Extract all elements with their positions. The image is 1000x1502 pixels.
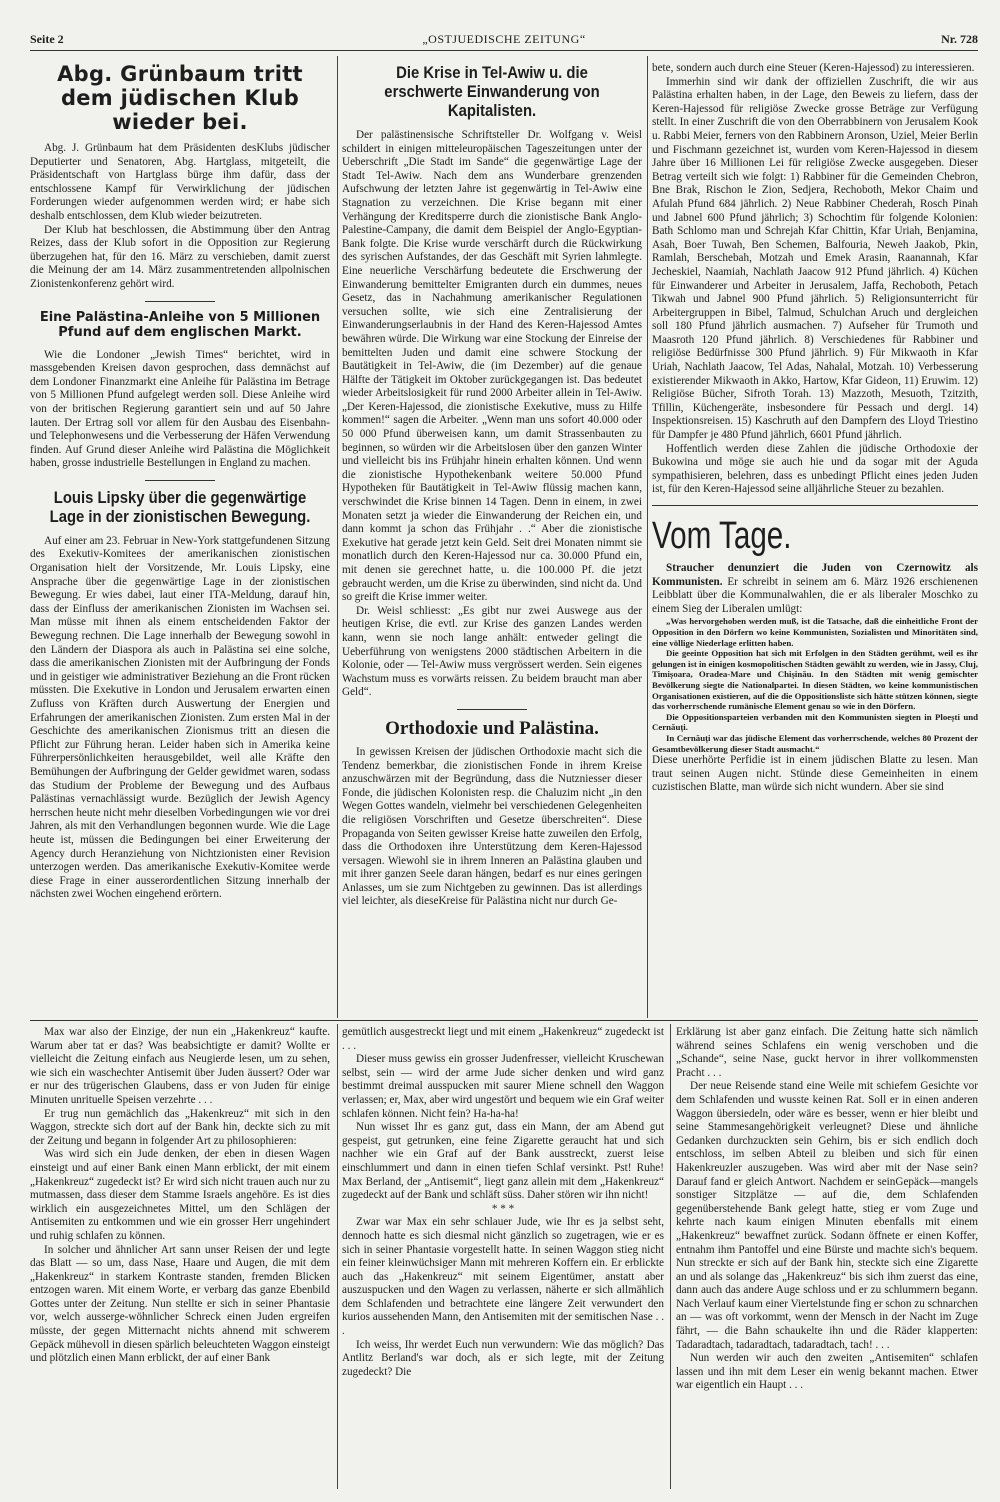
asterism: * * * bbox=[491, 1202, 515, 1215]
story-paragraph: Was wird sich ein Jude denken, der eben in diesen Wagen einsteigt und auf einer Bank einen Mann erblickt, der mit einem „Hakenkreuz“ zugedeckt ist? Er wird sich nicht trauen auch nur zu mutmassen, dass dieser dem Stamme Israels angehöre. Es ist dies wirklich ein ausgezeichnetes Mittel, um den Schlägen der Antisemiten zu entkommen und wie ein grosser Herr ungehindert und ruhig schlafen zu können. bbox=[30, 1148, 330, 1242]
story-paragraph: Der neue Reisende stand eine Weile mit schiefem Gesichte vor dem Schlafenden und wusste keinen Rat. Soll er in einen anderen Waggon übersiedeln, oder wäre es besser, wenn er hier bleibt und seine Stammesangehörigkeit verleugnet? Diese und ähnliche Gedanken durchzuckten sein Gehirn, bis er sich endlich doch entschloss, im selben Abteil zu bleiben und sich für einen Hakenkreuzler auszugeben. Was wird aber mit der Nase sein? Darauf fand er gleich Antwort. Nachdem er seinGepäck—mangels sonstiger Sitzplätze — auf die, dem Schlafenden gegenüberstehende Bank gelegt hatte, stieg er vom Zuge und kehrte nach kaum einigen Minuten ebenfalls mit einem „Hakenkreuz“ bewaffnet zurück. Sodann öffnete er einen Koffer, entnahm ihm Pantoffel und eine Bürste und machte sich's bequem. Nun streckte er sich auf der Bank hin, steckte sich eine Zigarette an und als solange das „Hakenkreuz“ bis sich ihm zuerst das eine, dann auch das andere Auge schloss und er zu schlummern begann. Nach Verlauf kaum einer Viertelstunde fing er schon zu schnarchen an — was oft vorkommt, wenn der Mensch in der Nacht im Zuge fährt, — die Bahn schaukelte ihn und die Räder klapperten: Tadaradtach, tadaradtach, tadaradtach, tach! . . . bbox=[676, 1080, 978, 1351]
article-paragraph: Abg. J. Grünbaum hat dem Präsidenten desKlubs jüdischer Deputierter und Senatoren, Abg. Hartglass, mitgeteilt, die Präsidentschaft von Hartglass bürge ihm dafür, dass der entschlossene Kampf für Verwirklichung der jüdischen Forderungen wieder aufgenommen werden wird; er habe sich deshalb entschlossen, dem Klub wieder beizutreten. bbox=[30, 142, 330, 222]
feuilleton-divider bbox=[30, 1020, 978, 1021]
column-3 bbox=[652, 62, 978, 1020]
story-paragraph: In solcher und ähnlicher Art sann unser Reisen der und legte das Blatt — so um, dass Nase, Haare und Augen, die mit dem „Hakenkreuz“ in starkem Kontraste standen, fremden Blicken entzogen waren. Mit einem Worte, er verbarg das ganze Ebenbild Gottes unter der Zeitung. Nun stellte er sich in seiner Phantasie vor, welch ausserge-wöhnlicher Schreck einen Juden ergreifen müsste, der gegen Mitternacht nichts ahnend mit schwerem Gepäck mühevoll in diesen spärlich beleuchteten Waggon einsteigt und plötzlich einen Mann erblickt, der auf einer Bank bbox=[30, 1243, 330, 1365]
section-divider bbox=[652, 505, 978, 506]
headline-gruenbaum: Abg. Grünbaum tritt dem jüdischen Klub wieder bei. bbox=[57, 62, 303, 134]
article-paragraph: In gewissen Kreisen der jüdischen Orthodoxie macht sich die Tendenz bemerkbar, die zionistischen Fonde in ihrem Kreise anzuschwärzen mit der Begründung, dass die Nutzniesser dieser Fonde, die jüdischen Kolonisten resp. die Chaluzim nicht „in den Wegen Gottes wandeln, vielmehr bei verschiedenen Gelegenheiten die religiösen Vorschriften und Gesetze überschreiten“. Diese Propaganda von Seiten gewisser Kreise hatte zuweilen den Erfolg, dass die Orthodoxen ihre Unterstützung dem Keren-Hajessod versagen. Wiewohl sie in ihrem Inneren an Palästina glauben und mit ihrer ganzen Seele daran hängen, bedarf es nur eines geringen Anlasses, um sie zum Nichtgeben zu gewinnen. Das ist allerdings viel leichter, als dieseKreise für Palästina nicht nur durch Ge- bbox=[342, 745, 642, 908]
quote-paragraph: In Cernăuți war das jüdische Element das vorherrschende, welches 80 Prozent der Gesamtbevölkerung dieser Stadt ausmacht.“ bbox=[652, 732, 978, 754]
column-divider bbox=[337, 56, 338, 1018]
headline-lipsky: Louis Lipsky über die gegenwärtige Lage in der zionistischen Bewegung. bbox=[49, 488, 311, 526]
article-paragraph: Dr. Weisl schliesst: „Es gibt nur zwei Auswege aus der heutigen Krise, die evtl. zur Krise des ganzen Landes werden kann, wenn sie noch lange anhält: entweder gelingt die Ueberführung von wenigstens 2000 städtischen Arbeitern in die Kolonie, oder — Tel-Awiw muss vergrössert werden. Sein eigenes Wachstum muss es vorwärts reissen. Zu beidem braucht man aber Geld“. bbox=[342, 604, 642, 699]
quote-paragraph: Die Oppositionsparteien verbanden mit den Kommunisten siegten in Ploești und Cernăuți. bbox=[652, 711, 978, 733]
section-title-vom-tage: Vom Tage. bbox=[652, 515, 792, 557]
page-header bbox=[30, 26, 978, 51]
article-paragraph: Der palästinensische Schriftsteller Dr. Wolfgang v. Weisl schildert in einigen mitteleuropäischen Tageszeitungen unter der Ueberschrift „Die Stadt im Sande“ die gegenwärtige Lage der Stadt Tel-Awiw. Nach dem ans Wunderbare grenzenden Aufschwung der letzten Jahre ist gegenwärtig in Tel-Awiw eine Stagnation zu verzeichnen. Die Krise begann mit einer Verhängung der Kreditsperre durch die zionistische Bank Anglo-Palestine-Campany, die damit dem Beispiel der Anglo-Egyptian-Bank folgte. Die Krise wurde verschärft durch die Rückwirkung des syrischen Aufstandes, der das Geschäft mit Syrien lahmlegte. Eine neuerliche Verschärfung bedeutete die Erschwerung der Einwanderung bemittelter Emigranten durch ein dummes, neues Gesetz, das in Nachahmung amerikanischer Regulationen versuchen sollte, wie sich eine Zentralisierung der Einwanderungserlaubnis in der Hand des Keren-Hajessod Amtes bewähren würde. Die Wirkung war eine Stockung der Einreise der bemittelten Juden und damit eine schwere Stockung der Bautätigkeit in Tel-Awiw, die (im Dezember) auf die genaue Hälfte der Tätigkeit im Oktober zurückgegangen ist. Das bedeutet wieder Arbeitslosigkeit für rund 2000 Arbeiter allein in Tel-Awiw. „Der Keren-Hajessod, die zionistische Exekutive, muss zu Hilfe kommen!“ sagen die Arbeiter. „Wenn man uns sofort 40.000 oder 50 000 Pfund überweisen kann, um damit Strassenbauten zu beginnen, so würden wir die Arbeitslosen über den ganzen Winter und vielleicht bis ins Frühjahr hinein erhalten können. Und wenn die zionistische Hypothekenbank weitere 50.000 Pfund Hypotheken für Bautätigkeit in Tel-Awiw flüssig machen kann, verschwindet die Krise binnen 14 Tagen. Denn in einem, in zwei Monaten setzt ja wieder die Einwanderung der Reichen ein, und dann kommt ja schon das Frühjahr . .“ Aber die zionistische Exekutive hat gerade jetzt kein Geld. Seit drei Monaten nimmt sie monatlich durch den Keren-Hajessod nur ca. 30.000 Pfund ein, mit denen sie gerechnet hatte, u. die 100.000 Pf. die jetzt gebraucht werden, um die Krise zu überwinden, sind nicht da. Und so greift die Krise immer weiter. bbox=[342, 129, 642, 604]
page-number: Seite 2 bbox=[30, 32, 64, 46]
issue-number: Nr. 728 bbox=[941, 32, 978, 46]
subhead-straucher: Straucher denunziert die Juden von Czernowitz als Kommunisten. bbox=[652, 562, 978, 588]
story-paragraph: Nun wisset Ihr es ganz gut, dass ein Mann, der am Abend gut gespeist, gut getrunken, eine feine Zigarette geraucht hat und sich nachher wie ein Graf auf der Bank ausstreckt, zuerst leise einschlummert und dann in einen tiefen Schlaf versinkt. Pst! Ruhe! Max Berland, der „Antisemit“, liegt ganz allein mit dem „Hakenkreuz“ zugedeckt auf der Bank und schläft süss. Daher stören wir ihn nicht! bbox=[342, 1121, 664, 1202]
story-paragraph: gemütlich ausgestreckt liegt und mit einem „Hakenkreuz“ zugedeckt ist . . . bbox=[342, 1026, 664, 1052]
article-text: Er schreibt in seinem am 6. März 1926 erschienenen Leibblatt über die Kommunalwahlen, die er als liberaler Moschko zu einem Sieg der Liberalen umlügt: bbox=[652, 575, 978, 615]
story-paragraph: Ich weiss, Ihr werdet Euch nun verwundern: Wie das möglich? Das Antlitz Berland's war doch, als er sich legte, mit der Zeitung zugedeckt? Die bbox=[342, 1338, 664, 1378]
section-divider bbox=[457, 709, 527, 710]
quote-paragraph: „Was hervorgehoben werden muß, ist die Tatsache, daß die einheitliche Front der Opposition in den Dörfern wo keine Kommunisten, Sozialisten und Minoritäten sind, eine völlige Niederlage erlitten haben. bbox=[652, 616, 978, 648]
quote-paragraph: Die geeinte Opposition hat sich mit Erfolgen in den Städten gerühmt, weil es ihr gelungen ist in einigen kosmopolitischen Städten gewählt zu werden, wie in Jassy, Cluj, Timișoara, Oradea-Mare und Chișinău. In den Städten mit wenig gemischter Bevölkerung siegte die Nationalpartei. In diesen Städten, wo keine kommunistischen Organisationen existieren, auf die die Oppositionsliste sich hätte stützen können, siegte das vorherrschende rumänische Element genau so wie in den Dörfern. bbox=[652, 648, 978, 712]
story-paragraph: Dieser muss gewiss ein grosser Judenfresser, vielleicht Kruschewan selbst, sein — wird der arme Jude sicher denken und wird ganz bestimmt dreimal ausspucken mit saurer Miene schnell den Waggon verlassen; er, Max, aber wird ungestört und bequem wie ein Graf weiter schlafen können. Nicht fein? Ha-ha-ha! bbox=[342, 1053, 664, 1120]
column-divider bbox=[670, 1024, 671, 1489]
story-paragraph: Er trug nun gemächlich das „Hakenkreuz“ mit sich in den Waggon, streckte sich dort auf der Bank hin, deckte sich zu mit der Zeitung und begann in folgender Art zu philosophieren: bbox=[30, 1107, 330, 1147]
story-paragraph: Nun werden wir auch den zweiten „Antisemiten“ schlafen lassen und ihn mit dem Leser ein wenig bekannt machen. Etwer war eigentlich ein Haupt . . . bbox=[676, 1352, 978, 1392]
article-paragraph: bete, sondern auch durch eine Steuer (Keren-Hajessod) zu interessieren. bbox=[652, 62, 975, 74]
article-paragraph: Wie die Londoner „Jewish Times“ berichtet, wird in massgebenden Kreisen davon gesprochen, dass demnächst auf dem Londoner Finanzmarkt eine Anleihe für Palästina im Betrage von 5 Millionen Pfund aufgelegt werden soll. Diese Anleihe wird von der britischen Regierung garantiert sein und auf 50 Jahre lauten. Der Ertrag soll vor allem für den Ausbau des Eisenbahn- und Telephonwesens und die Verbesserung der Häfen Verwendung finden. Auf Grund dieser Anleihe wird Palästina die Möglichkeit haben, grosse industrielle Bestellungen in England zu machen. bbox=[30, 348, 330, 470]
column-divider bbox=[337, 1024, 338, 1489]
story-paragraph: Max war also der Einzige, der nun ein „Hakenkreuz“ kaufte. Warum aber tat er das? Was beabsichtigte er damit? Wollte er vielleicht die Zeitung einfach aus Neugierde lesen, um zu sehen, wie sich ein waschechter Antisemit über Juden äussert? Oder war er nur des trügerischen Glaubens, dass er von Juden für einige Minuten unrituelle Speisen verzehrte . . . bbox=[30, 1026, 330, 1106]
story-paragraph: Erklärung ist aber ganz einfach. Die Zeitung hatte sich nämlich während seines Schlafens ein wenig verschoben und die „Schande“, seine Nase, guckt hervor in ihrer vollkommensten Pracht . . . bbox=[676, 1026, 978, 1079]
article-paragraph: Diese unerhörte Perfidie ist in einem jüdischen Blatte zu lesen. Man traut seinen Augen nicht. Stünde diese Gemeinheiten in einem cuzistischen Blatte, man würde sich nicht wundern. Aber sie sind bbox=[652, 754, 978, 794]
section-divider bbox=[145, 480, 215, 481]
column-1 bbox=[30, 62, 330, 1020]
feuilleton-column-3 bbox=[676, 1026, 978, 1490]
article-paragraph bbox=[652, 562, 978, 616]
headline-anleihe: Eine Palästina-Anleihe von 5 Millionen Pfund auf dem englischen Markt. bbox=[39, 309, 321, 341]
headline-orthodoxie: Orthodoxie und Palästina. bbox=[385, 717, 599, 739]
article-paragraph: Immerhin sind wir dank der offiziellen Zuschrift, die wir aus Palästina erhalten haben, in der Lage, den Beweis zu liefern, dass der Keren-Hajessod für religiöse Zwecke grosse Beträge zur Verfügung stellt. In einer Zuschrift die von den Oberrabbinern von Jerusalem Kook u. Rabbi Meier, ferners von den Rabbinern Aronson, Uziel, Meier Berlin und Fischmann gezeichnet ist, wurden vom Keren-Hajessod in diesem Jahre über 16 Millionen Lei für religiöse Zwecke ausgegeben. Dieser Betrag verteilt sich wie folgt: 1) Rabbiner für die Gemeinden Chebron, Bne Brak, Rischon le Zion, Sedjera, Rechoboth, Mekor Chaim und Afulah Pfund 684 jährlich. 2) Neue Rabbiner Chederah, Rosch Pinah und Jabnel 600 Pfund jährlich; 3) Schochtim für folgende Kolonien: Bath Schlomo man und Schrejah Kfar Chittin, Kfar Uriah, Benjamina, Asah, Boer Tuwah, Ben Schemen, Balfouria, Neweh Jaakob, Pkin, Ramlah, Berschebah, Motzah und Emek Arasin, Raanannah, Kfar Jecheskiel, Naamiah, Nachlath Jaacow 912 Pfund jährlich. 4) Küchen für Einwanderer und Arbeiter in Jerusalem, Jaffa, Rechoboth, Petach Tikwah und Jabnel 900 Pfund jährlich. 5) Religionsunterricht für Arbeitergruppen in Bibel, Talmud, Schulchan Aruch und dergleichen soll 180 Pfund jährlich ausmachen. 7) Aufseher für Trumoth und Maasroth 120 Pfund jährlich. 8) Verschiedenes für Rabbiner und religiöse Bedürfnisse 300 Pfund jährlich. 9) Für Mikwaoth in Kfar Uriah, Nachlath Jaacow, Tel Adas, Nahalal, Motzah. 10) Verbesserung existierender Mikwaoth in Akko, Hartow, Kfar Gideon, 11) Eruwim. 12) Religiöse Bücher, Sifroth Torah. 13) Mazzoth, Mesuoth, Tzitzith, Tfillin, Küchengeräte, insbesondere für Pessach und dergl. 14) Inspektionsreisen. 15) Kaschruth auf den Dampfern des Lloyd Triestino für Dampfer je 480 Pfund jährlich, 6601 Pfund jährlich. bbox=[652, 75, 978, 442]
article-paragraph: Der Klub hat beschlossen, die Abstimmung über den Antrag Reizes, dass der Klub sofort in die Opposition zur Regierung überzugehen hat, für den 16. März zu verschieben, damit zuerst die Meinung der am 14. März zusammentretenden allpolnischen Zionistenkonferenz gehört wird. bbox=[30, 223, 330, 290]
newspaper-name: „OSTJUEDISCHE ZEITUNG“ bbox=[422, 32, 586, 46]
newspaper-page bbox=[30, 26, 978, 1491]
feuilleton-column-2 bbox=[342, 1026, 664, 1490]
column-2 bbox=[342, 64, 642, 1020]
article-paragraph: Hoffentlich werden diese Zahlen die jüdische Orthodoxie der Bukowina und möge sie auch hie und da sogar mit der Aguda sympathisieren, belehren, dass es unbedingt Pflicht eines jeden Juden ist, für den Keren-Hajessod seine alljährliche Steuer zu bezahlen. bbox=[652, 442, 978, 496]
article-paragraph: Auf einer am 23. Februar in New-York stattgefundenen Sitzung des Exekutiv-Komitees der amerikanischen zionistischen Organisation hielt der Vorsitzende, Mr. Louis Lipsky, eine Ansprache über die gegenwärtige Lage in der zionistischen Bewegung. Er wies dabei, laut einer ITA-Meldung, darauf hin, dass der Einfluss der amerikanischen Zionisten im Wachsen sei. Man müsse mit ihnen als einem entscheidenden Faktor der Bewegung rechnen. Die Lage innerhalb der Bewegung sowohl in den Ländern der Diaspora als auch in Palästina sei eine solche, dass die amerikanischen Zionisten mit der Aufbringung der Fonds und in geistiger wie administrativer Beziehung an die Front rücken müssten. Die Exekutive in London und Jerusalem erwarten einen Zufluss von Kräften durch Auswertung der Energien und Erfahrungen der amerikanischen Zionisten. Zum ersten Mal in der Geschichte des amerikanischen Zionismus tritt an diesen die Pflicht zur Führung heran. Leider haben sich in Amerika keine Führerpersönlichkeiten herausgebildet, weil alle Kräfte den Bemühungen der Aufbringung der Gelder gewidmet waren, sodass das Studium der Probleme der Bewegung und des Aufbaus Palästinas vernachlässigt wurde. Bezüglich der Jewish Agency herrschen heute nicht mehr dieselben Vorbedingungen wie vor drei Jahren, als mit den Verhandlungen begonnen wurde. Wie die Lage heute ist, müssen die Bedingungen bei einer Erweiterung der Agency durch Heranziehung von Nichtzionisten einer Revision unterzogen werden. Das amerikanische Exekutiv-Komitee werde diese Frage in einer ausserordentlichen Sitzung innerhalb der nächsten zwei Wochen eingehend erörtern. bbox=[30, 534, 330, 901]
feuilleton-column-1 bbox=[30, 1026, 330, 1490]
story-paragraph: Zwar war Max ein sehr schlauer Jude, wie Ihr es ja selbst seht, dennoch hatte es sich diesmal nicht gänzlich so zugetragen, wie er es sich in seiner Phantasie vorgestellt hatte. In seinen Waggon stieg nicht ein feiner kleinwüchsiger Mann mit mehreren Koffern ein. Er erblickte auch das „Hakenkreuz“ mit seinem Eigentümer, anstatt aber auszuspucken und den Wagen zu verlassen, näherte er sich allmählich dem Schlafenden und betrachtete eine längere Zeit verwundert den kurios aussehenden Mann, den Antisemiten mit der semitischen Nase . . . bbox=[342, 1216, 664, 1338]
headline-tel-awiw: Die Krise in Tel-Awiw u. die erschwerte Einwanderung von Kapitalisten. bbox=[384, 64, 600, 120]
column-divider bbox=[647, 56, 648, 1018]
section-divider bbox=[145, 301, 215, 302]
